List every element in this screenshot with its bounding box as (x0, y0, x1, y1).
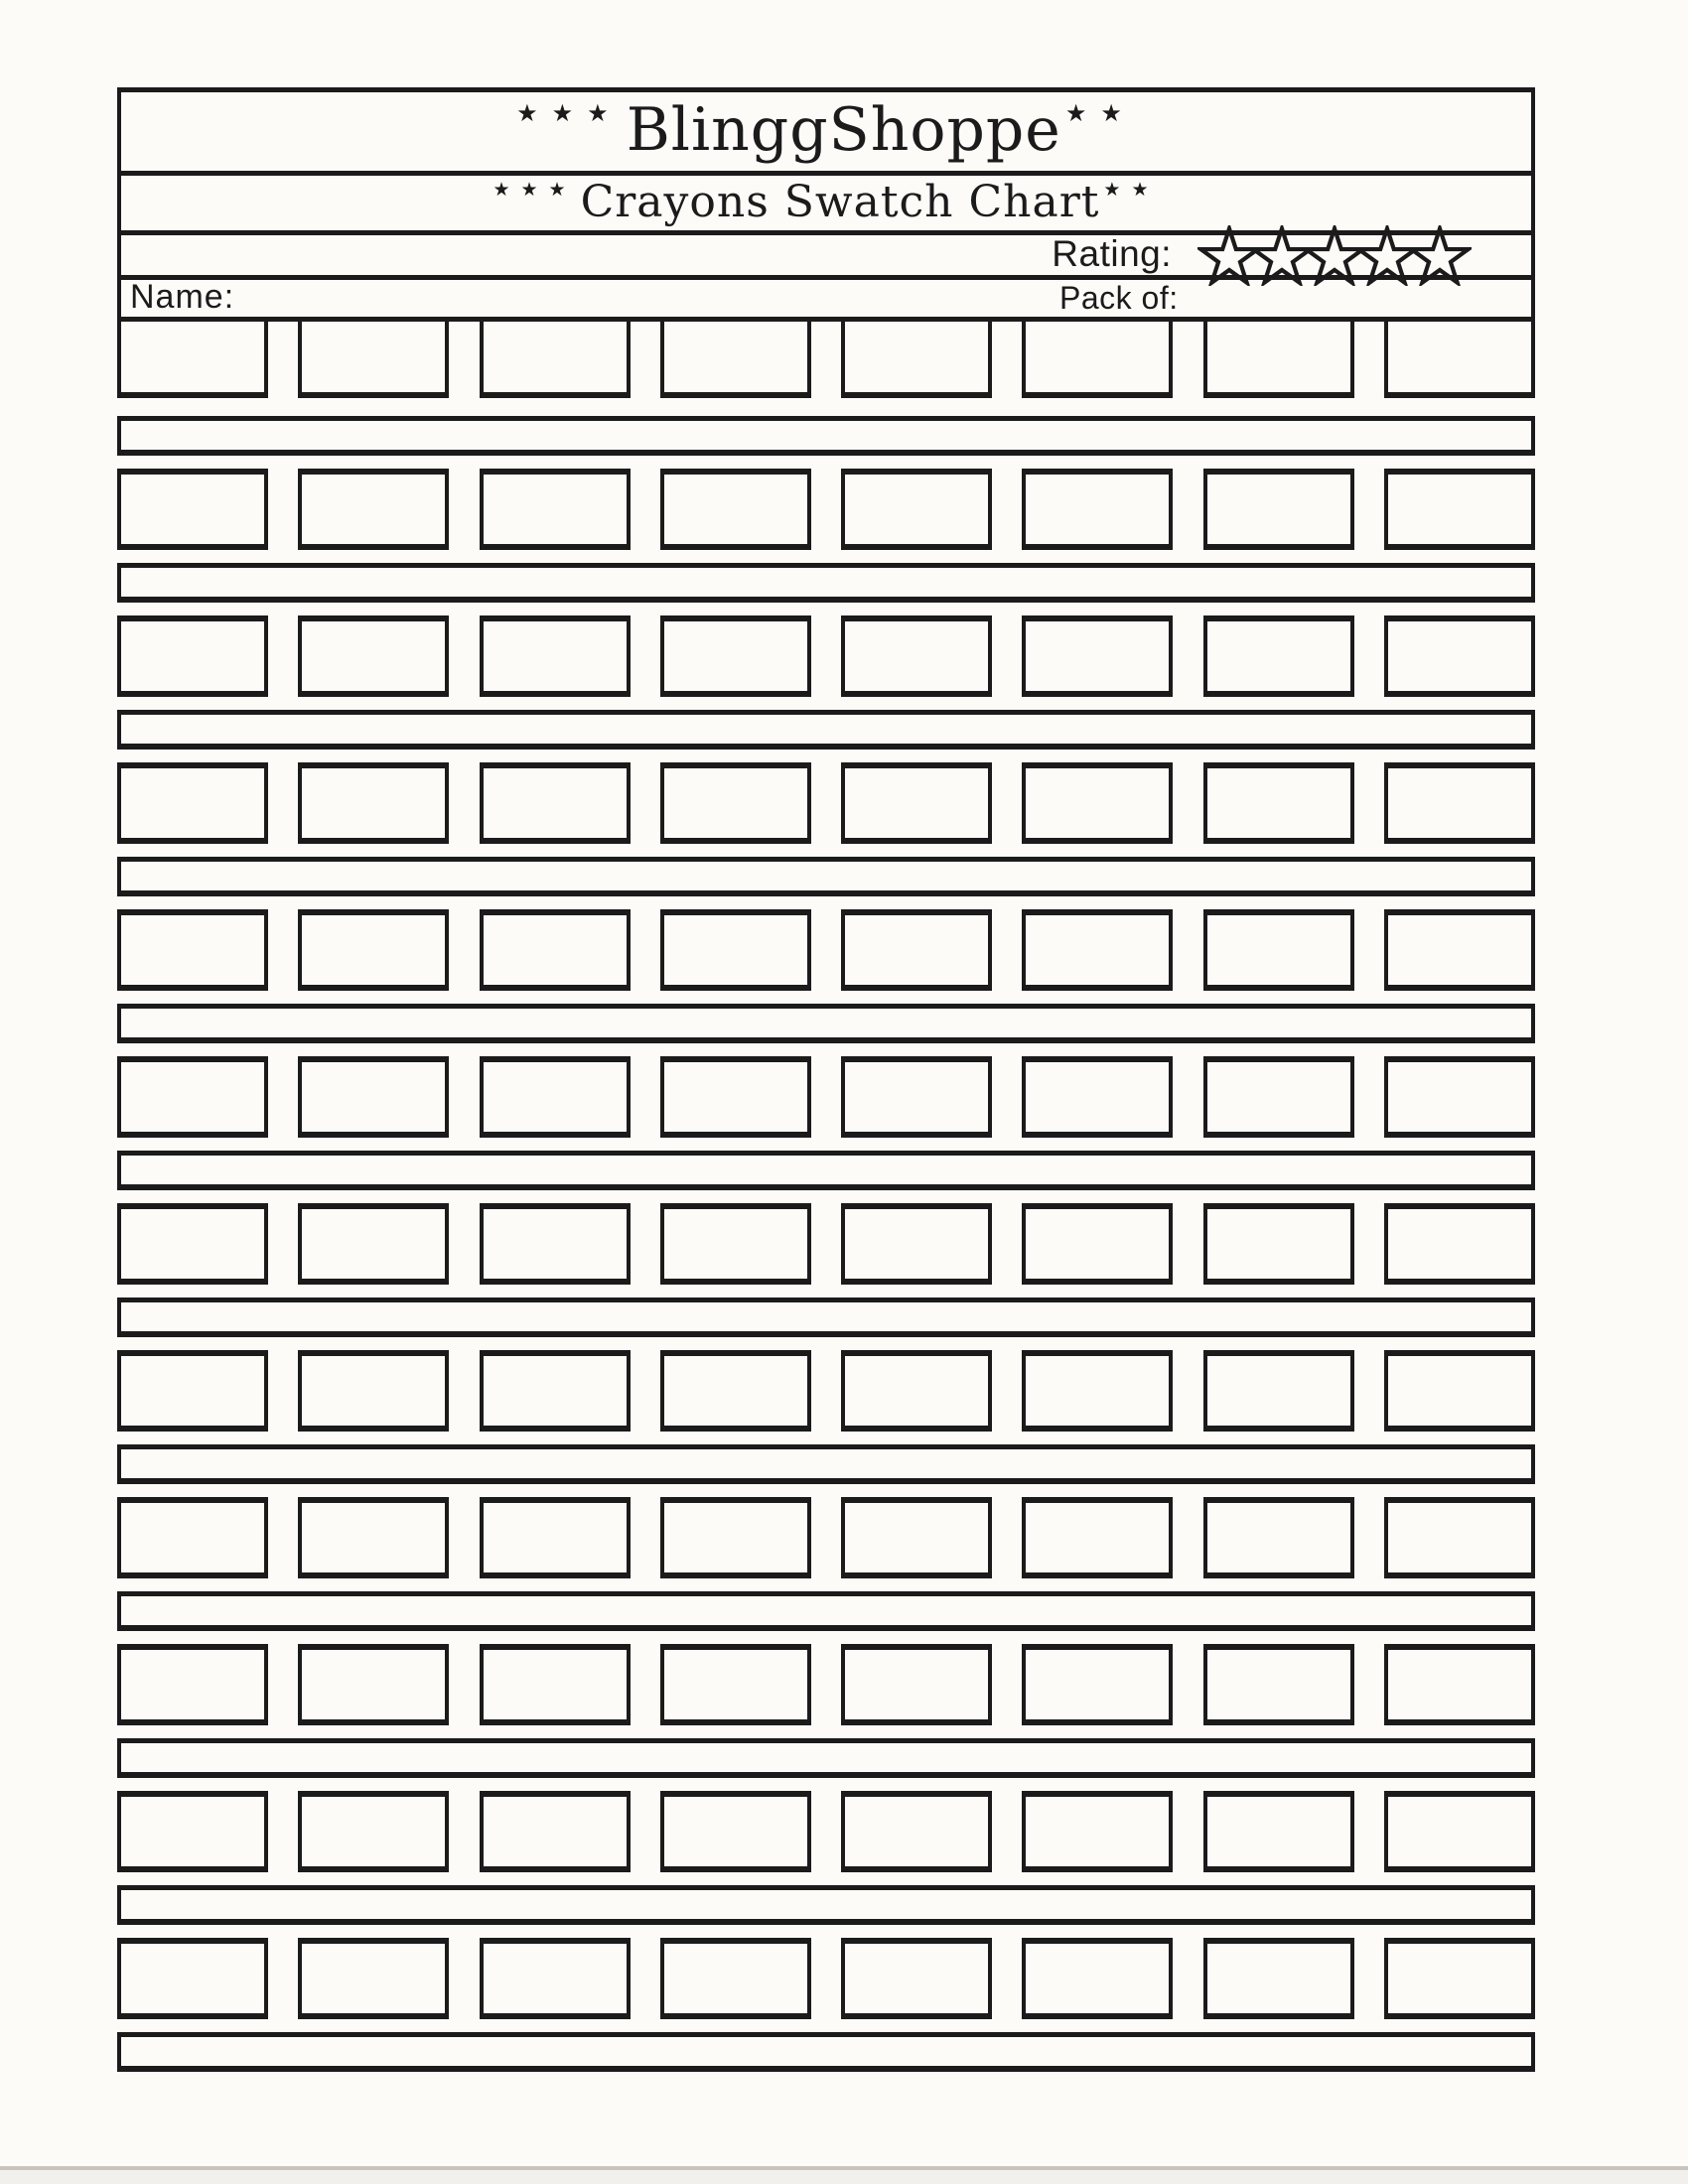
swatch-box-r7-c1[interactable] (117, 1203, 268, 1285)
swatch-box-r6-c5[interactable] (841, 1056, 992, 1138)
swatch-box-r2-c7[interactable] (1203, 469, 1354, 550)
rating-stars[interactable] (1197, 233, 1472, 278)
swatch-box-r6-c6[interactable] (1022, 1056, 1173, 1138)
swatch-box-r7-c4[interactable] (660, 1203, 811, 1285)
swatch-box-r5-c8[interactable] (1384, 909, 1535, 991)
swatch-box-r7-c6[interactable] (1022, 1203, 1173, 1285)
swatch-box-r9-c4[interactable] (660, 1497, 811, 1578)
swatch-row-1 (117, 322, 1535, 403)
swatch-box-r12-c7[interactable] (1203, 1938, 1354, 2019)
color-name-strip-9[interactable] (117, 1591, 1535, 1631)
swatch-box-r11-c4[interactable] (660, 1791, 811, 1872)
swatch-row-11 (117, 1791, 1535, 1872)
swatch-box-r8-c2[interactable] (298, 1350, 449, 1432)
title-band (121, 92, 1531, 176)
swatch-box-r2-c1[interactable] (117, 469, 268, 550)
color-name-strip-10[interactable] (117, 1738, 1535, 1778)
swatch-box-r6-c2[interactable] (298, 1056, 449, 1138)
swatch-box-r11-c5[interactable] (841, 1791, 992, 1872)
swatch-box-r2-c4[interactable] (660, 469, 811, 550)
swatch-box-r8-c1[interactable] (117, 1350, 268, 1432)
swatch-box-r2-c8[interactable] (1384, 469, 1535, 550)
swatch-box-r3-c2[interactable] (298, 615, 449, 697)
swatch-box-r5-c6[interactable] (1022, 909, 1173, 991)
rating-label: Rating: (1052, 233, 1172, 274)
swatch-box-r4-c2[interactable] (298, 762, 449, 844)
swatch-box-r5-c2[interactable] (298, 909, 449, 991)
swatch-box-r10-c2[interactable] (298, 1644, 449, 1725)
swatch-box-r12-c6[interactable] (1022, 1938, 1173, 2019)
rating-star-icon-5[interactable] (1408, 225, 1472, 286)
subtitle-stars-after-icon: ★★ (1103, 179, 1160, 201)
swatch-box-r3-c7[interactable] (1203, 615, 1354, 697)
swatch-box-r12-c1[interactable] (117, 1938, 268, 2019)
swatch-box-r4-c3[interactable] (480, 762, 631, 844)
swatch-box-r2-c2[interactable] (298, 469, 449, 550)
swatch-row-7 (117, 1203, 1535, 1285)
title-stars-before-icon: ★★★ (516, 98, 623, 127)
swatch-box-r1-c4[interactable] (660, 322, 811, 398)
swatch-box-r12-c4[interactable] (660, 1938, 811, 2019)
color-name-strip-1[interactable] (117, 416, 1535, 456)
swatch-box-r10-c8[interactable] (1384, 1644, 1535, 1725)
swatch-box-r4-c8[interactable] (1384, 762, 1535, 844)
swatch-box-r3-c4[interactable] (660, 615, 811, 697)
swatch-box-r9-c3[interactable] (480, 1497, 631, 1578)
color-name-strip-6[interactable] (117, 1151, 1535, 1190)
color-name-strip-5[interactable] (117, 1004, 1535, 1043)
swatch-row-2 (117, 469, 1535, 550)
subtitle-stars-before-icon: ★★★ (492, 179, 577, 201)
swatch-row-10 (117, 1644, 1535, 1725)
swatch-box-r1-c5[interactable] (841, 322, 992, 398)
swatch-box-r10-c7[interactable] (1203, 1644, 1354, 1725)
swatch-box-r9-c2[interactable] (298, 1497, 449, 1578)
swatch-box-r4-c7[interactable] (1203, 762, 1354, 844)
swatch-box-r10-c5[interactable] (841, 1644, 992, 1725)
swatch-box-r5-c1[interactable] (117, 909, 268, 991)
swatch-box-r10-c3[interactable] (480, 1644, 631, 1725)
swatch-box-r8-c4[interactable] (660, 1350, 811, 1432)
swatch-box-r11-c8[interactable] (1384, 1791, 1535, 1872)
pack-of-label: Pack of: (1059, 280, 1179, 316)
swatch-box-r10-c6[interactable] (1022, 1644, 1173, 1725)
swatch-box-r5-c7[interactable] (1203, 909, 1354, 991)
swatch-box-r4-c4[interactable] (660, 762, 811, 844)
swatch-box-r8-c5[interactable] (841, 1350, 992, 1432)
title-stars-after-icon: ★★ (1064, 98, 1136, 127)
swatch-box-r4-c1[interactable] (117, 762, 268, 844)
swatch-box-r11-c1[interactable] (117, 1791, 268, 1872)
swatch-box-r4-c5[interactable] (841, 762, 992, 844)
color-name-strip-8[interactable] (117, 1444, 1535, 1484)
swatch-box-r1-c3[interactable] (480, 322, 631, 398)
swatch-box-r1-c6[interactable] (1022, 322, 1173, 398)
swatch-box-r7-c7[interactable] (1203, 1203, 1354, 1285)
swatch-box-r2-c5[interactable] (841, 469, 992, 550)
pack-of-input-area[interactable] (1189, 280, 1526, 317)
swatch-box-r3-c3[interactable] (480, 615, 631, 697)
swatch-box-r4-c6[interactable] (1022, 762, 1173, 844)
color-name-strip-12[interactable] (117, 2032, 1535, 2072)
swatch-box-r1-c8[interactable] (1384, 322, 1535, 398)
swatch-box-r11-c2[interactable] (298, 1791, 449, 1872)
swatch-box-r3-c5[interactable] (841, 615, 992, 697)
color-name-strip-4[interactable] (117, 857, 1535, 896)
color-name-strip-11[interactable] (117, 1885, 1535, 1925)
swatch-row-5 (117, 909, 1535, 991)
swatch-box-r3-c1[interactable] (117, 615, 268, 697)
swatch-box-r7-c5[interactable] (841, 1203, 992, 1285)
swatch-box-r7-c2[interactable] (298, 1203, 449, 1285)
swatch-box-r5-c4[interactable] (660, 909, 811, 991)
swatch-box-r11-c3[interactable] (480, 1791, 631, 1872)
color-name-strip-3[interactable] (117, 710, 1535, 750)
swatch-box-r3-c6[interactable] (1022, 615, 1173, 697)
swatch-box-r9-c6[interactable] (1022, 1497, 1173, 1578)
swatch-box-r7-c3[interactable] (480, 1203, 631, 1285)
page-title: BlinggShoppe (626, 94, 1061, 165)
swatch-box-r6-c1[interactable] (117, 1056, 268, 1138)
swatch-box-r8-c6[interactable] (1022, 1350, 1173, 1432)
swatch-box-r11-c6[interactable] (1022, 1791, 1173, 1872)
swatch-box-r12-c8[interactable] (1384, 1938, 1535, 2019)
swatch-box-r6-c4[interactable] (660, 1056, 811, 1138)
swatch-box-r12-c2[interactable] (298, 1938, 449, 2019)
swatch-row-6 (117, 1056, 1535, 1138)
name-band (121, 280, 1531, 317)
swatch-box-r10-c4[interactable] (660, 1644, 811, 1725)
swatch-row-8 (117, 1350, 1535, 1432)
swatch-box-r6-c3[interactable] (480, 1056, 631, 1138)
swatch-box-r9-c7[interactable] (1203, 1497, 1354, 1578)
swatch-box-r9-c8[interactable] (1384, 1497, 1535, 1578)
swatch-box-r10-c1[interactable] (117, 1644, 268, 1725)
swatch-box-r5-c3[interactable] (480, 909, 631, 991)
swatch-box-r2-c3[interactable] (480, 469, 631, 550)
name-label: Name: (130, 278, 235, 316)
swatch-box-r6-c7[interactable] (1203, 1056, 1354, 1138)
name-input-area[interactable] (234, 280, 929, 317)
swatch-row-4 (117, 762, 1535, 844)
swatch-box-r1-c1[interactable] (117, 322, 268, 398)
swatch-row-3 (117, 615, 1535, 697)
swatch-box-r1-c2[interactable] (298, 322, 449, 398)
swatch-box-r8-c7[interactable] (1203, 1350, 1354, 1432)
header-block (117, 87, 1535, 322)
swatch-row-9 (117, 1497, 1535, 1578)
swatch-box-r9-c5[interactable] (841, 1497, 992, 1578)
swatch-box-r7-c8[interactable] (1384, 1203, 1535, 1285)
swatch-box-r3-c8[interactable] (1384, 615, 1535, 697)
swatch-box-r12-c3[interactable] (480, 1938, 631, 2019)
color-name-strip-7[interactable] (117, 1297, 1535, 1337)
swatch-box-r9-c1[interactable] (117, 1497, 268, 1578)
page-subtitle: Crayons Swatch Chart (580, 176, 1100, 227)
swatch-box-r1-c7[interactable] (1203, 322, 1354, 398)
swatch-box-r5-c5[interactable] (841, 909, 992, 991)
swatch-box-r11-c7[interactable] (1203, 1791, 1354, 1872)
swatch-box-r8-c8[interactable] (1384, 1350, 1535, 1432)
swatch-box-r6-c8[interactable] (1384, 1056, 1535, 1138)
swatch-box-r8-c3[interactable] (480, 1350, 631, 1432)
rating-band (121, 235, 1531, 280)
swatch-box-r2-c6[interactable] (1022, 469, 1173, 550)
swatch-row-12 (117, 1938, 1535, 2019)
scan-margin-below-edge (0, 2170, 1688, 2184)
swatch-box-r12-c5[interactable] (841, 1938, 992, 2019)
color-name-strip-2[interactable] (117, 563, 1535, 603)
